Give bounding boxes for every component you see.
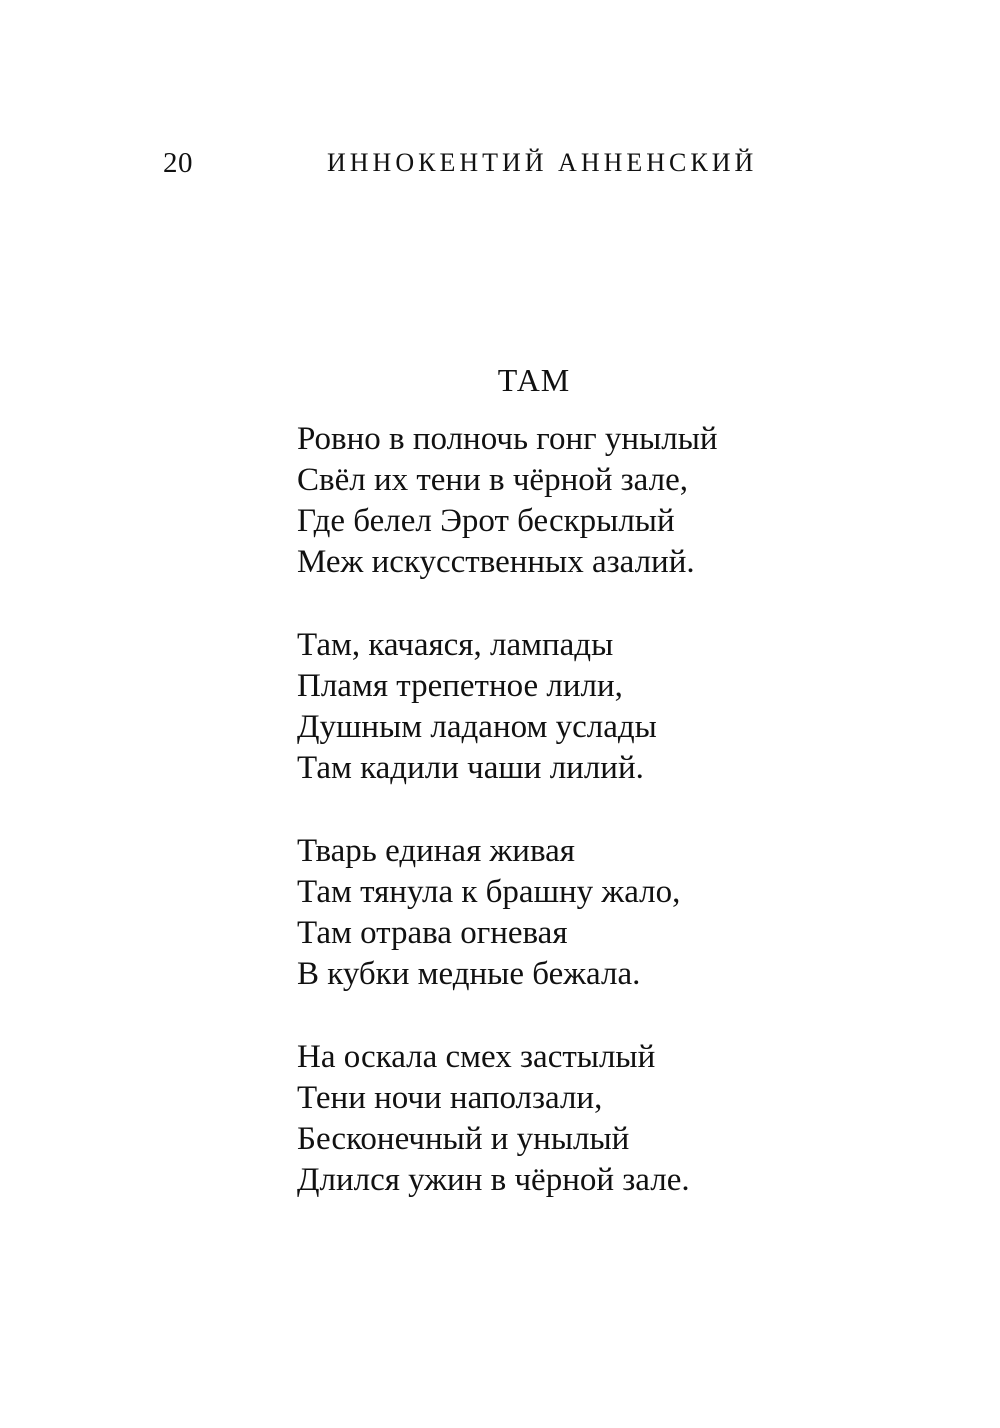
poem-line: Где белел Эрот бескрылый	[297, 503, 675, 539]
poem-line: Меж искусственных азалий.	[297, 544, 695, 580]
stanza	[297, 1037, 917, 1201]
running-head	[0, 143, 1000, 183]
stanza	[297, 419, 917, 583]
poem-title: ТАМ	[497, 362, 571, 398]
stanza	[297, 625, 917, 789]
poem-line: Там тянула к брашну жало,	[297, 874, 681, 910]
poem-line: Свёл их тени в чёрной зале,	[297, 462, 688, 498]
poem-line: Тварь единая живая	[297, 833, 575, 869]
poem-line: Длился ужин в чёрной зале.	[297, 1162, 690, 1198]
poem-line: Бесконечный и унылый	[297, 1121, 630, 1157]
poem-body	[297, 419, 917, 1243]
author-name: ИННОКЕНТИЙ АННЕНСКИЙ	[327, 148, 758, 177]
poem-line: Тени ночи наползали,	[297, 1080, 603, 1116]
poem-line: Ровно в полночь гонг унылый	[297, 421, 718, 457]
poem-line: Там кадили чаши лилий.	[297, 750, 644, 786]
poem-line: Пламя трепетное лили,	[297, 668, 623, 704]
page-number: 20	[163, 147, 193, 179]
poem-line: В кубки медные бежала.	[297, 956, 641, 992]
poem-line: На оскала смех застылый	[297, 1039, 656, 1075]
stanza	[297, 831, 917, 995]
poem-line: Душным ладаном услады	[297, 709, 657, 745]
poem-line: Там отрава огневая	[297, 915, 568, 951]
poem-line: Там, качаяся, лампады	[297, 627, 614, 663]
